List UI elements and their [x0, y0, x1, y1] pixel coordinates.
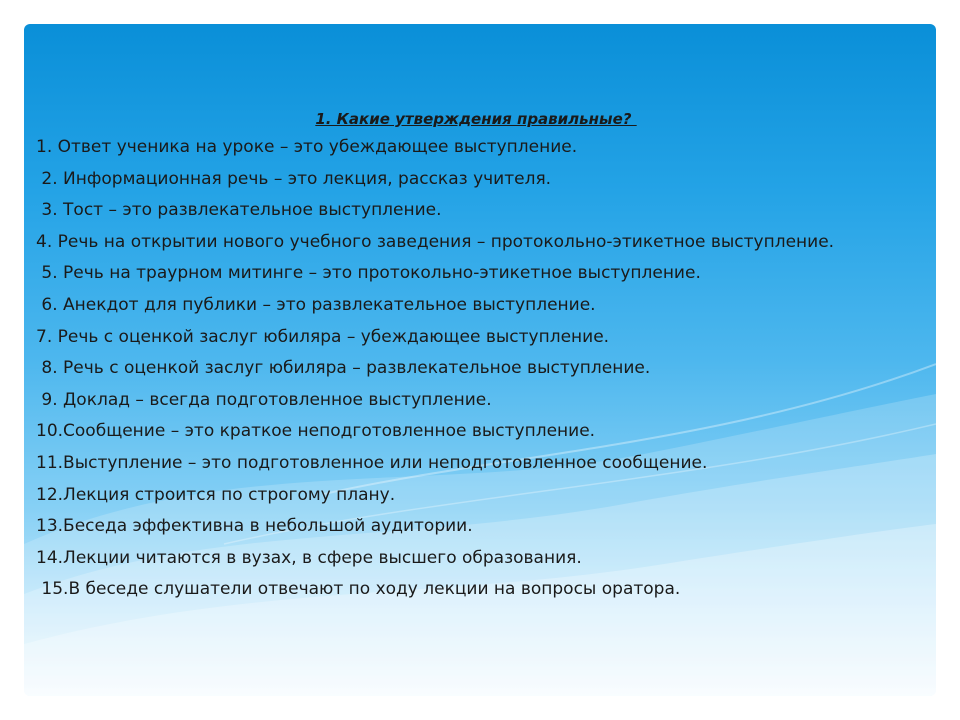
statement-item: 6. Анекдот для публики – это развлекательное выступление.: [36, 294, 596, 315]
statement-item: 2. Информационная речь – это лекция, рассказ учителя.: [36, 168, 552, 189]
statement-item: 3. Тост – это развлекательное выступление.: [36, 200, 442, 221]
statement-item: 8. Речь с оценкой заслуг юбиляра – развлекательное выступление.: [36, 358, 651, 379]
statement-item: 4. Речь на открытии нового учебного заведения – протокольно-этикетное выступление.: [36, 231, 835, 252]
slide-heading: 1. Какие утверждения правильные?: [315, 110, 637, 128]
statement-item: 10.Сообщение – это краткое неподготовленное выступление.: [36, 421, 596, 442]
statement-item: 1. Ответ ученика на уроке – это убеждающее выступление.: [36, 137, 578, 157]
statement-item: 14.Лекции читаются в вузах, в сфере высшего образования.: [36, 547, 582, 568]
statement-item: 13.Беседа эффективна в небольшой аудитории.: [36, 516, 473, 537]
slide-background: [24, 24, 936, 696]
statement-item: 15.В беседе слушатели отвечают по ходу лекции на вопросы оратора.: [36, 579, 681, 600]
statement-item: 12.Лекция строится по строгому плану.: [36, 484, 396, 505]
statement-item: 5. Речь на траурном митинге – это протокольно-этикетное выступление.: [36, 263, 701, 284]
statement-item: 11.Выступление – это подготовленное или неподготовленное сообщение.: [36, 452, 708, 473]
slide-content: [36, 106, 916, 610]
statement-item: 7. Речь с оценкой заслуг юбиляра – убеждающее выступление.: [36, 326, 610, 347]
statement-item: 9. Доклад – всегда подготовленное выступление.: [36, 389, 492, 410]
